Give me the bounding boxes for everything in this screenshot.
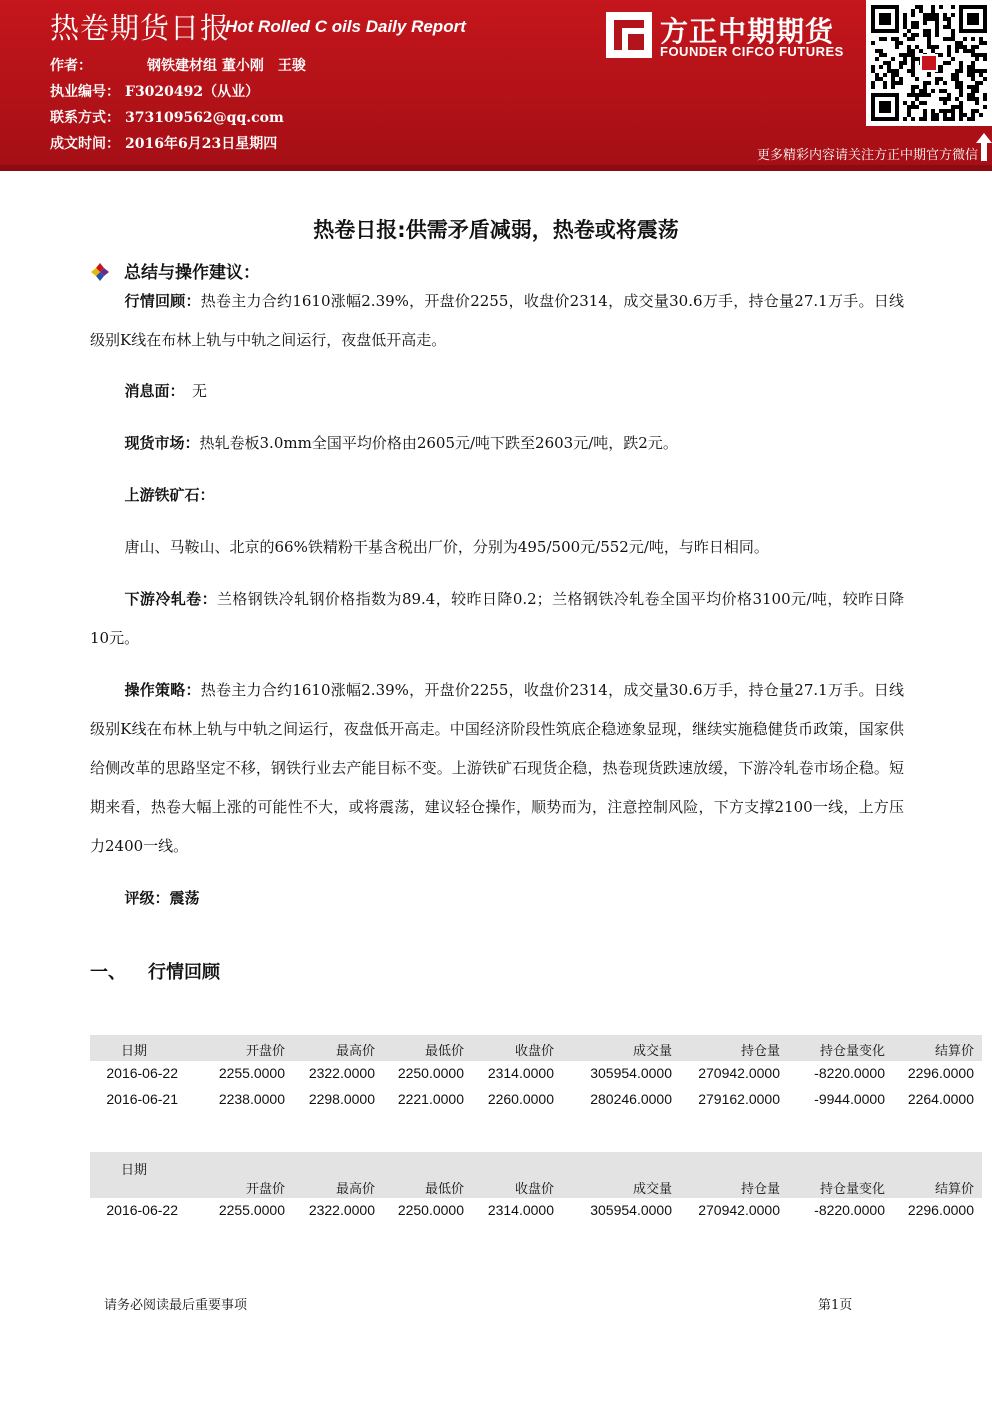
date-label: 成文时间： — [50, 136, 120, 152]
cell-close: 2314.0000 — [487, 1202, 554, 1218]
report-title-zh: 热卷期货日报 — [50, 11, 231, 45]
column-header-volume: 成交量 — [632, 1181, 672, 1196]
section-market-review-heading — [90, 958, 220, 984]
column-header-low: 最低价 — [424, 1181, 464, 1196]
column-header-settlement: 结算价 — [934, 1181, 974, 1196]
cell-low: 2250.0000 — [397, 1065, 464, 1081]
author-value: 钢铁建材组 董小刚 王骏 — [147, 58, 306, 74]
downstream-label: 下游冷轧卷： — [124, 590, 217, 608]
rating-label: 评级： — [124, 889, 170, 907]
market-data-table-2 — [90, 1152, 982, 1224]
brand-name-zh: 方正中期期货 — [660, 15, 835, 48]
cell-high: 2322.0000 — [308, 1065, 375, 1081]
report-title-en: Hot Rolled C oils Daily Report — [225, 17, 466, 36]
cell-open-interest: 270942.0000 — [698, 1202, 780, 1218]
upstream-text: 唐山、马鞍山、北京的66%铁精粉干基含税出厂价，分别为495/500元/552元/吨，与昨日相同。 — [124, 538, 769, 556]
table-row — [90, 1198, 982, 1224]
table-header — [90, 1152, 982, 1198]
license-line — [50, 81, 259, 101]
column-header-open: 开盘价 — [245, 1181, 285, 1196]
author-line — [50, 55, 306, 75]
summary-heading — [90, 258, 260, 283]
table-header — [90, 1035, 982, 1061]
cell-high: 2298.0000 — [308, 1091, 375, 1107]
spot-paragraph — [90, 424, 904, 463]
contact-label: 联系方式： — [50, 110, 120, 126]
document-title: 热卷日报:供需矛盾减弱，热卷或将震荡 — [313, 218, 679, 242]
upstream-label: 上游铁矿石： — [124, 486, 215, 504]
market-review-text: 热卷主力合约1610涨幅2.39%，开盘价2255，收盘价2314，成交量30.6万手，持仓量27.1万手。日线级别K线在布林上轨与中轨之间运行，夜盘低开高走。 — [90, 292, 904, 349]
market-data-table-1 — [90, 1035, 982, 1113]
spot-text: 热轧卷板3.0mm全国平均价格由2605元/吨下跌至2603元/吨，跌2元。 — [199, 434, 678, 452]
summary-heading-text: 总结与操作建议： — [124, 263, 260, 283]
cell-volume: 305954.0000 — [590, 1202, 672, 1218]
report-header — [0, 0, 992, 165]
spot-label: 现货市场： — [124, 434, 200, 452]
market-review-label: 行情回顾： — [124, 292, 201, 310]
qr-code-icon — [866, 0, 992, 126]
cell-date: 2016-06-21 — [106, 1091, 178, 1107]
cell-settlement: 2264.0000 — [907, 1091, 974, 1107]
cell-settlement: 2296.0000 — [907, 1065, 974, 1081]
column-header-oi-change: 持仓量变化 — [819, 1043, 885, 1058]
date-line — [50, 133, 277, 153]
page-number: 第1页 — [818, 1298, 853, 1313]
date-value: 2016年6月23日星期四 — [125, 136, 278, 152]
cell-volume: 305954.0000 — [590, 1065, 672, 1081]
rating-value: 震荡 — [169, 889, 200, 907]
brand-name-en: FOUNDER CIFCO FUTURES — [660, 44, 844, 59]
column-header-close: 收盘价 — [514, 1181, 554, 1196]
qr-code — [866, 0, 992, 126]
header-divider — [0, 165, 992, 171]
column-header-volume: 成交量 — [632, 1043, 672, 1058]
strategy-text: 热卷主力合约1610涨幅2.39%，开盘价2255，收盘价2314，成交量30.6万手，持仓量27.1万手。日线级别K线在布林上轨与中轨之间运行，夜盘低开高走。中国经济阶段性筑底企稳迹象显现，继续实施稳健货币政策，国家供给侧改革的思路坚定不移，钢铁行业去产能目标不变。上游铁矿石现货企稳，热卷现货跌速放缓，下游冷轧卷市场企稳。短期来看，热卷大幅上涨的可能性不大，或将震荡，建议轻仓操作，顺势而为，注意控制风险，下方支撑2100一线，上方压力2400一线。 — [90, 681, 904, 855]
column-header-open-interest: 持仓量 — [740, 1043, 780, 1058]
cell-oi-change: -8220.0000 — [814, 1065, 885, 1081]
news-paragraph — [90, 372, 904, 411]
cell-volume: 280246.0000 — [590, 1091, 672, 1107]
cell-open-interest: 279162.0000 — [698, 1091, 780, 1107]
column-header-open: 开盘价 — [245, 1043, 285, 1058]
cell-settlement: 2296.0000 — [907, 1202, 974, 1218]
cell-oi-change: -9944.0000 — [814, 1091, 885, 1107]
column-header-close: 收盘价 — [514, 1043, 554, 1058]
founder-logo-icon — [606, 12, 652, 58]
section-number: 一、 — [90, 962, 126, 983]
news-text: 无 — [177, 382, 208, 400]
cell-oi-change: -8220.0000 — [814, 1202, 885, 1218]
table-row — [90, 1087, 982, 1113]
column-header-high: 最高价 — [335, 1181, 375, 1196]
contact-line — [50, 107, 284, 127]
downstream-text: 兰格钢铁冷轧钢价格指数为89.4，较昨日降0.2；兰格钢铁冷轧卷全国平均价格3100元/吨，较昨日降10元。 — [90, 590, 904, 647]
section-title: 行情回顾 — [148, 962, 220, 983]
column-header-settlement: 结算价 — [934, 1043, 974, 1058]
strategy-label: 操作策略： — [124, 681, 201, 699]
news-label: 消息面： — [124, 382, 178, 400]
cell-date: 2016-06-22 — [106, 1202, 178, 1218]
cell-low: 2250.0000 — [397, 1202, 464, 1218]
up-arrow-icon — [976, 133, 992, 161]
cell-close: 2314.0000 — [487, 1065, 554, 1081]
contact-value[interactable]: 373109562@qq.com — [125, 110, 284, 126]
brand-logo — [600, 8, 860, 63]
cell-close: 2260.0000 — [487, 1091, 554, 1107]
footer-notice: 请务必阅读最后重要事项 — [104, 1298, 248, 1313]
column-header-date: 日期 — [120, 1043, 147, 1058]
cell-open: 2255.0000 — [218, 1202, 285, 1218]
license-label: 执业编号： — [50, 84, 120, 100]
strategy-paragraph — [90, 671, 904, 866]
cell-date: 2016-06-22 — [106, 1065, 178, 1081]
license-value: F3020492（从业） — [125, 84, 260, 100]
downstream-paragraph — [90, 580, 904, 658]
upstream-heading — [90, 476, 904, 515]
cell-low: 2221.0000 — [397, 1091, 464, 1107]
column-header-date: 日期 — [120, 1162, 147, 1177]
market-review-paragraph — [90, 282, 904, 360]
cell-high: 2322.0000 — [308, 1202, 375, 1218]
rating-paragraph — [90, 879, 904, 918]
column-header-low: 最低价 — [424, 1043, 464, 1058]
cell-open: 2238.0000 — [218, 1091, 285, 1107]
column-header-oi-change: 持仓量变化 — [819, 1181, 885, 1196]
cell-open: 2255.0000 — [218, 1065, 285, 1081]
cell-open-interest: 270942.0000 — [698, 1065, 780, 1081]
author-label: 作者： — [50, 58, 92, 74]
column-header-open-interest: 持仓量 — [740, 1181, 780, 1196]
column-header-high: 最高价 — [335, 1043, 375, 1058]
table-row — [90, 1061, 982, 1087]
upstream-paragraph — [90, 528, 904, 567]
bullet-diamond-icon — [90, 263, 110, 281]
wechat-follow-note: 更多精彩内容请关注方正中期官方微信 — [756, 148, 978, 163]
